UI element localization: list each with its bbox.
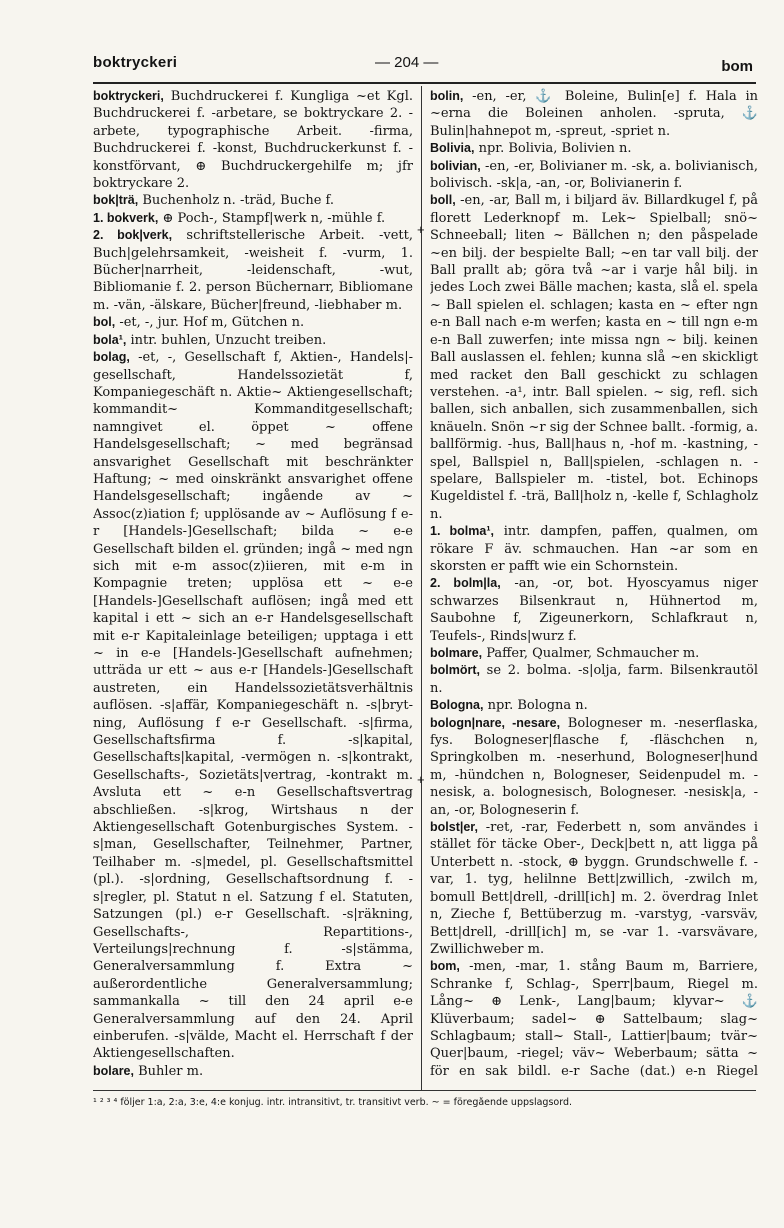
left-column bbox=[93, 88, 413, 1078]
dictionary-entry bbox=[430, 88, 758, 140]
dictionary-entry bbox=[93, 227, 413, 314]
entry-headword: boktryckeri, bbox=[93, 89, 164, 103]
dictionary-entry bbox=[430, 523, 758, 575]
entry-headword: 1. bokverk, bbox=[93, 210, 159, 225]
entry-text: intr. dampfen, paffen, qualmen, om rökare F äv. schmauchen. Han ~ar som en skorsten er pafft wie ein Schornstein. bbox=[430, 524, 758, 574]
dictionary-entry bbox=[93, 88, 413, 192]
footer-legend: ¹ ² ³ ⁴ följer 1:a, 2:a, 3:e, 4:e konjug. intr. intransitivt, tr. transitivt verb. ~ = föregående uppslagsord. bbox=[93, 1097, 573, 1108]
dictionary-entry bbox=[430, 715, 758, 819]
entry-text: Buchdruckerei f. Kungliga ~et Kgl. Buchdruckerei f. -arbetare, se boktryckare 2. -arbete, typographische Arbeit. -firma, Buchdruckerei f. -konst, Buchdruckerkunst f. -konstförvant, ⊕ Buchdruckergehilfe m; jfr boktryckare 2. bbox=[93, 89, 413, 192]
entry-headword: bolmört, bbox=[430, 663, 480, 678]
dictionary-entry bbox=[93, 192, 413, 209]
entry-text: Buhler m. bbox=[134, 1063, 204, 1078]
entry-text: se 2. bolma. -s|olja, farm. Bilsenkrautöl n. bbox=[430, 663, 758, 696]
entry-text: -et, -, jur. Hof m, Gütchen n. bbox=[115, 315, 305, 331]
entry-headword: bologn|nare, -nesare, bbox=[430, 715, 561, 730]
entry-headword: bolin, bbox=[430, 89, 464, 103]
entry-headword: bolivian, bbox=[430, 158, 481, 173]
dictionary-entry bbox=[93, 349, 413, 1063]
entry-headword: boll, bbox=[430, 193, 456, 208]
entry-headword: bok|trä, bbox=[93, 193, 139, 208]
entry-text: npr. Bolivia, Bolivien n. bbox=[474, 141, 632, 157]
footer-rule bbox=[93, 1090, 756, 1091]
entry-headword: bolare, bbox=[93, 1063, 134, 1078]
entry-headword: bolst|er, bbox=[430, 820, 478, 835]
dictionary-entry bbox=[430, 645, 758, 662]
margin-marker: + bbox=[417, 222, 425, 237]
entry-headword: bom, bbox=[430, 959, 460, 974]
entry-text: ⊕ Poch-, Stampf|werk n, -mühle f. bbox=[158, 210, 386, 226]
dictionary-entry bbox=[430, 958, 758, 1078]
header-left-guide-word: boktryckeri bbox=[93, 54, 178, 71]
entry-text: -en, -ar, Ball m, i biljard äv. Billardkugel f, på florett Lederknopf m. Lek~ Spielball; snö~ Schneeball; liten ~ Bällchen n; den påspelade ~en bilj. der bespielte Ball; ~en tar vall bilj. der Ball prallt ab; göra två ~ar i varje hål bilj. in jedes Loch zwei Bälle machen; kasta, slå el. spela ~ Ball spielen el. schlagen; kasta en ~ efter ngn e-n Ball nach e-m werfen; kasta en ~ till ngn e-m e-n Ball zuwerfen; inte missa ngn ~ bilj. keinen Ball auslassen el. fehlen; kunna slå ~en skickligt med racket den Ball geschickt zu schlagen verstehen. -a¹, intr. Ball spielen. ~ sig, refl. sich ballen, sich anballen, sich zusammenballen, sich knäueln. Snön ~r sig der Schnee ballt. -formig, a. ballförmig. -hus, Ball|haus n, -hof m. -kastning, -spel, Ballspiel n, Ball|spielen, -schlagen n. -spelare, Ballspieler m. -tistel, bot. Echinops Kugeldistel f. -trä, Ball|holz n, -kelle f, Schlagholz n. bbox=[430, 193, 758, 522]
entry-headword: 2. bok|verk, bbox=[93, 228, 173, 243]
entry-headword: bola¹, bbox=[93, 332, 127, 347]
entry-text: Buchenholz n. -träd, Buche f. bbox=[138, 193, 334, 209]
dictionary-entry bbox=[430, 662, 758, 697]
entry-text: schriftstellerische Arbeit. -vett, Buch|gelehrsamkeit, -weisheit f. -vurm, 1. Bücher|narrheit, -leidenschaft, -wut, Bibliomanie f. 2. person Büchernarr, Bibliomane m. -vän, -älskare, Bücher|freund, -liebhaber m. bbox=[93, 228, 413, 313]
page-number: — 204 — bbox=[375, 54, 439, 71]
dictionary-entry bbox=[93, 210, 413, 227]
dictionary-entry bbox=[430, 158, 758, 193]
margin-marker: + bbox=[417, 772, 425, 787]
dictionary-entry bbox=[430, 192, 758, 523]
dictionary-entry bbox=[93, 332, 413, 349]
entry-headword: bolag, bbox=[93, 350, 130, 365]
dictionary-entry bbox=[430, 140, 758, 157]
page-header bbox=[93, 52, 753, 78]
entry-text: -et, -, Gesellschaft f, Aktien-, Handels|-gesellschaft, Handelssozietät f, Kompaniegeschäft n. Aktie~ Aktiengesellschaft; kommandit~ Kommanditgesellschaft; namngivet el. öppet ~ offene Handelsgesellschaft; ~ med begränsad ansvarighet Gesellschaft mit beschränkter Haftung; ~ med oinskränkt ansvarighet offene Handelsgesellschaft; ingående av ~ Assoc(z)iation f; upplösande av ~ Auflösung f e-r [Handels-]Gesellschaft; bilda ~ e-e Gesellschaft bilden el. gründen; ingå ~ med ngn sich mit e-m assoc(z)iieren, mit e-m in Kompagnie treten; upplösa ett ~ e-e [Handels-]Gesellschaft auflösen; ingå med ett kapital i ett ~ sich an e-r Handelsgesellschaft mit e-r Kapitaleinlage beteiligen; upptaga i ett ~ in e-e [Handels-]Gesellschaft aufnehmen; utträda ur ett ~ aus e-r [Handels-]Gesellschaft austreten, ein Handelssozietätsverhältnis auflösen. -s|affär, Kompaniegeschäft n. -s|bryt-ning, Auflösung f e-r Gesellschaft. -s|firma, Gesellschaftsfirma f. -s|kapital, Gesellschafts|kapital, -vermögen n. -s|kontrakt, Gesellschafts-, Sozietäts|vertrag, -kontrakt m. Avsluta ett ~ e-n Gesellschaftsvertrag abschließen. -s|krog, Wirtshaus n der Aktiengesellschaft Gotenburgisches System. -s|man, Gesellschafter, Teilnehmer, Partner, Teilhaber m. -s|medel, pl. Gesellschaftsmittel (pl.). -s|ordning, Gesellschaftsordnung f. -s|regler, pl. Statut n el. Satzung f el. Statuten, Satzungen (pl.) e-r Gesellschaft. -s|räkning, Gesellschafts-, Repartitions-, Verteilungs|rechnung f. -s|stämma, Generalversammlung f. Extra ~ außerordentliche Generalversammlung; sammankalla ~ till den 24 april e-e Generalversammlung auf den 24. April einberufen. -s|välde, Macht el. Herrschaft f der Aktiengesellschaften. bbox=[93, 350, 413, 1062]
right-column bbox=[430, 88, 758, 1078]
entry-text: -en, -er, ⚓ Boleine, Bulin[e] f. Hala in ~erna die Boleinen anholen. -spruta, ⚓ Bulin|hahnepot m, -spreut, -spriet n. bbox=[430, 89, 758, 139]
entry-text: -ret, -rar, Federbett n, som användes i stället för täcke Ober-, Deck|bett n, att ligga på Unterbett n. -stock, ⊕ byggn. Grundschwelle f. -var, 1. tyg, helilnne Bett|zwillich, -zwilch m, bomull Bett|drell, -drill[ich] m. 2. överdrag Inlet n, Zieche f, Bettüberzug m. -varstyg, -varsväv, Bett|drell, -drill[ich] m, se -var 1. -varsvävare, Zwillichweber m. bbox=[430, 820, 758, 957]
header-right-guide-word: bom bbox=[721, 58, 753, 75]
entry-headword: bolmare, bbox=[430, 646, 483, 660]
dictionary-entry bbox=[430, 819, 758, 958]
header-rule bbox=[93, 82, 756, 84]
entry-text: -en, -er, Bolivianer m. -sk, a. bolivianisch, bolivisch. -sk|a, -an, -or, Bolivianerin f. bbox=[430, 158, 758, 192]
entry-text: Paffer, Qualmer, Schmaucher m. bbox=[482, 646, 700, 661]
entry-headword: 2. bolm|la, bbox=[430, 576, 501, 591]
dictionary-entry bbox=[93, 1063, 413, 1078]
entry-text: -an, -or, bot. Hyoscyamus niger schwarzes Bilsenkraut n, Hühnertod m, Saubohne f, Zigeunerkorn, Schlafkraut n, Teufels-, Rinds|wurz f. bbox=[430, 576, 758, 644]
entry-text: -men, -mar, 1. stång Baum m, Barriere, Schranke f, Schlag-, Sperr|baum, Riegel m. Lång~ ⊕ Lenk-, Lang|baum; klyvar~ ⚓ Klüverbaum; sadel~ ⊕ Sattelbaum; slag~ Schlagbaum; stall~ Stall-, Lattier|baum; tvär~ Quer|baum, -riegel; väv~ Weberbaum; sätta ~ för en sak bildl. e-r Sache (dat.) e-n Riegel bbox=[430, 959, 758, 1078]
dictionary-entry bbox=[93, 314, 413, 331]
entry-headword: Bologna, bbox=[430, 698, 484, 713]
entry-headword: 1. bolma¹, bbox=[430, 524, 494, 539]
dictionary-entry bbox=[430, 575, 758, 645]
entry-text: npr. Bologna n. bbox=[483, 698, 588, 714]
entry-headword: bol, bbox=[93, 315, 116, 330]
entry-headword: Bolivia, bbox=[430, 141, 475, 156]
entry-text: Bologneser m. -neserflaska, fys. Bologneser|flasche f, -fläschchen n, Springkolben m. -neserhund, Bologneser|hund m, -hündchen n, Bologneser, Seidenpudel m. -nesisk, a. bolognesisch, Bologneser. -nesisk|a, -an, -or, Bologneserin f. bbox=[430, 715, 758, 818]
entry-text: intr. buhlen, Unzucht treiben. bbox=[126, 332, 327, 348]
dictionary-entry bbox=[430, 697, 758, 714]
